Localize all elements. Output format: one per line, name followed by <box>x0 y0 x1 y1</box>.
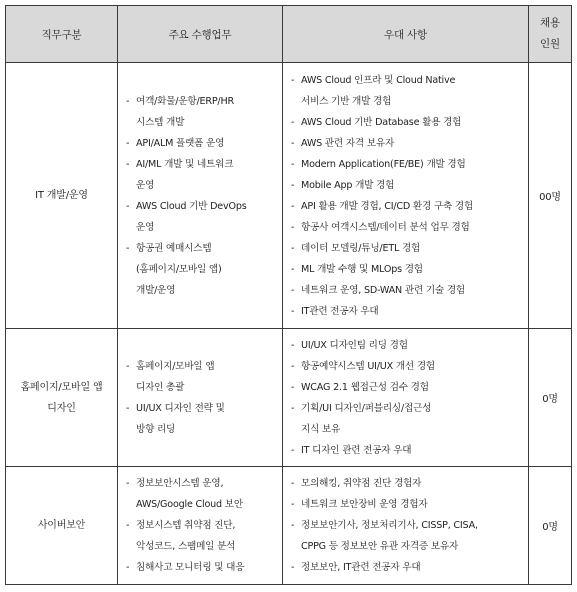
role-label: 홈페이지/모바일 앱 <box>20 381 103 393</box>
item-line: - IT관련 전공자 우대 <box>301 305 379 317</box>
recruitment-table <box>5 5 572 585</box>
item-line: - AWS Cloud 인프라 및 Cloud Native <box>301 74 456 86</box>
preferred-item <box>291 259 528 280</box>
item-line: - ML 개발 수행 및 MLOps 경험 <box>301 263 423 275</box>
tasks-list <box>126 356 282 440</box>
task-item <box>126 238 282 301</box>
item-line: - 모의해킹, 취약점 진단 경험자 <box>301 478 422 489</box>
tasks-list <box>126 91 282 301</box>
role-cell <box>6 467 118 585</box>
task-item <box>126 154 282 196</box>
preferred-list <box>291 335 528 461</box>
preferred-item <box>291 440 528 461</box>
item-line: - UI/UX 디자인팀 리딩 경험 <box>301 339 408 351</box>
task-item <box>126 91 282 133</box>
preferred-item <box>291 217 528 238</box>
preferred-item <box>291 154 528 175</box>
item-line: - 네트워크 운영, SD-WAN 관련 기술 경험 <box>301 284 465 296</box>
item-line: - Modern Application(FE/BE) 개발 경험 <box>301 158 466 170</box>
item-line: CPPG 등 정보보안 유관 자격증 보유자 <box>301 541 459 552</box>
item-line: - Mobile App 개발 경험 <box>301 179 395 191</box>
preferred-item <box>291 356 528 377</box>
preferred-list <box>291 473 528 578</box>
item-line: - 침해사고 모니터링 및 대응 <box>136 562 245 573</box>
task-item <box>126 515 282 557</box>
task-item <box>126 473 282 515</box>
task-item <box>126 398 282 440</box>
role-cell <box>6 63 118 329</box>
tasks-cell <box>118 63 283 329</box>
item-line: 서비스 기반 개발 경험 <box>301 95 392 107</box>
item-line: - 항공예약시스템 UI/UX 개선 경험 <box>301 360 435 372</box>
preferred-list <box>291 70 528 322</box>
preferred-item <box>291 70 528 112</box>
preferred-item <box>291 398 528 440</box>
headcount-cell: 0명 <box>529 467 572 585</box>
preferred-item <box>291 473 528 494</box>
item-line: (홈페이지/모바일 앱) <box>136 263 222 275</box>
item-line: - AWS 관련 자격 보유자 <box>301 137 395 149</box>
preferred-item <box>291 335 528 356</box>
item-line: 개발/운영 <box>136 284 176 296</box>
item-line: - 항공권 예매시스템 <box>136 242 212 254</box>
preferred-item <box>291 280 528 301</box>
item-line: - 정보시스템 취약점 진단, <box>136 520 236 531</box>
item-line: - AWS Cloud 기반 DevOps <box>136 200 247 212</box>
task-item <box>126 133 282 154</box>
item-line: - WCAG 2.1 웹접근성 검수 경험 <box>301 381 429 393</box>
header-tasks: 주요 수행업무 <box>118 6 283 63</box>
role-label: IT 개발/운영 <box>35 190 88 201</box>
task-item <box>126 356 282 398</box>
task-item <box>126 557 282 578</box>
item-line: - 정보보안, IT관련 전공자 우대 <box>301 562 421 573</box>
preferred-item <box>291 301 528 322</box>
item-line: 시스템 개발 <box>136 116 185 128</box>
preferred-item <box>291 494 528 515</box>
item-line: - AWS Cloud 기반 Database 활용 경험 <box>301 116 462 128</box>
role-cell <box>6 329 118 467</box>
item-line: - IT 디자인 관련 전공자 우대 <box>301 444 412 456</box>
tasks-cell <box>118 329 283 467</box>
header-count <box>529 6 572 63</box>
preferred-cell <box>283 329 529 467</box>
role-label: 사이버보안 <box>37 520 86 531</box>
role-label: 디자인 <box>47 402 76 414</box>
item-line: - 홈페이지/모바일 앱 <box>136 360 215 372</box>
item-line: 운영 <box>136 179 155 191</box>
item-line: - UI/UX 디자인 전략 및 <box>136 402 225 414</box>
preferred-item <box>291 557 528 578</box>
item-line: 디자인 총괄 <box>136 381 185 393</box>
table-row <box>6 467 572 585</box>
item-line: 방향 리딩 <box>136 423 176 435</box>
table-row <box>6 63 572 329</box>
header-role: 직무구분 <box>6 6 118 63</box>
header-count-line2: 인원 <box>540 38 560 50</box>
preferred-item <box>291 133 528 154</box>
item-line: 지식 보유 <box>301 423 341 435</box>
header-count-line1: 채용 <box>540 17 560 29</box>
item-line: - API/ALM 플랫폼 운영 <box>136 137 225 149</box>
preferred-cell <box>283 467 529 585</box>
item-line: - 항공사 여객시스템/데이터 분석 업무 경험 <box>301 221 470 233</box>
item-line: - 네트워크 보안장비 운영 경험자 <box>301 499 428 510</box>
table-row <box>6 329 572 467</box>
headcount-cell: 00명 <box>529 63 572 329</box>
headcount-cell: 0명 <box>529 329 572 467</box>
preferred-cell <box>283 63 529 329</box>
item-line: - 데이터 모델링/튜닝/ETL 경험 <box>301 242 421 254</box>
preferred-item <box>291 238 528 259</box>
item-line: - 정보보안기사, 정보처리기사, CISSP, CISA, <box>301 520 478 531</box>
tasks-list <box>126 473 282 578</box>
preferred-item <box>291 515 528 557</box>
preferred-item <box>291 196 528 217</box>
preferred-item <box>291 377 528 398</box>
tasks-cell <box>118 467 283 585</box>
header-preferred: 우대 사항 <box>283 6 529 63</box>
header-row <box>6 6 572 63</box>
item-line: 운영 <box>136 221 155 233</box>
item-line: AWS/Google Cloud 보안 <box>136 499 243 510</box>
item-line: - API 활용 개발 경험, CI/CD 환경 구축 경험 <box>301 200 474 212</box>
item-line: 악성코드, 스팸메일 분석 <box>136 541 236 552</box>
recruitment-table-wrapper <box>5 5 572 585</box>
item-line: - 기획/UI 디자인/퍼블리싱/접근성 <box>301 402 432 414</box>
task-item <box>126 196 282 238</box>
item-line: - 정보보안시스템 운영, <box>136 478 224 489</box>
item-line: - AI/ML 개발 및 네트워크 <box>136 158 234 170</box>
preferred-item <box>291 112 528 133</box>
preferred-item <box>291 175 528 196</box>
item-line: - 여객/화물/운항/ERP/HR <box>136 95 234 107</box>
